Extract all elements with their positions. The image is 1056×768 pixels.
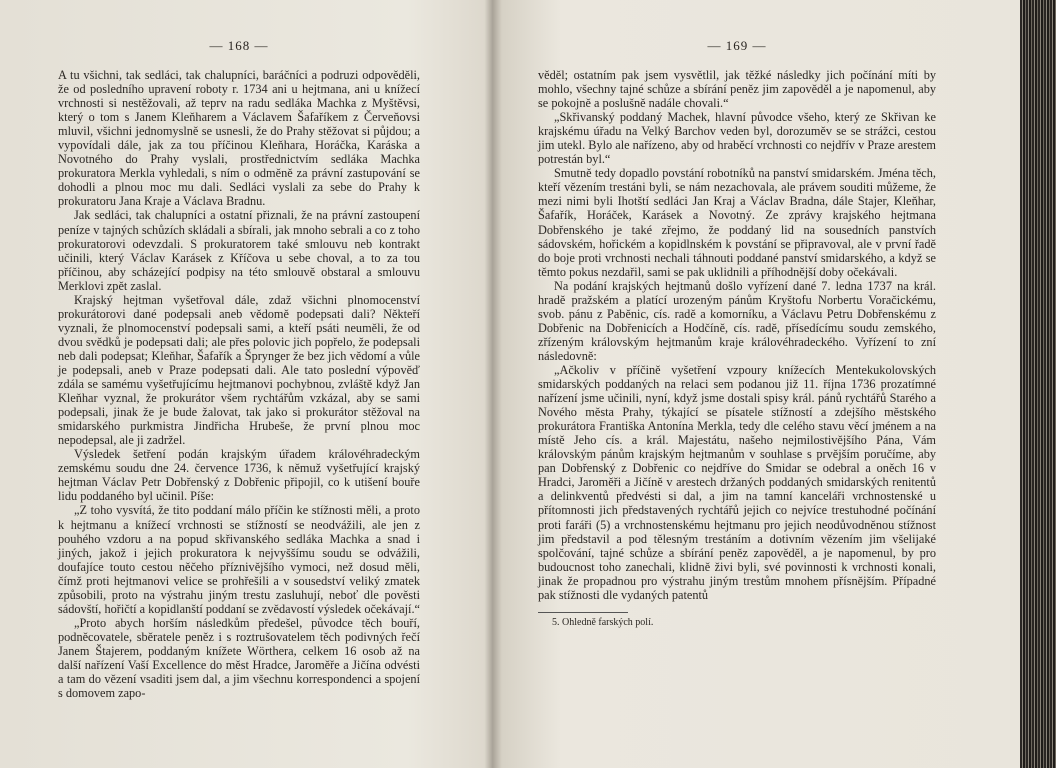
paragraph: Výsledek šetření podán krajským úřadem královéhradeckým zemskému soudu dne 24. července 1736, k němuž vyšetřující krajský hejtman Václav Petr Dobřenský z Dobřenic připojil, co k utišení bouře lidu poddaného byl učinil. Píše: xyxy=(58,447,420,504)
left-page-number: — 168 — xyxy=(209,38,269,53)
paragraph: „Skřivanský poddaný Machek, hlavní původce všeho, který ze Skřivan ke krajskému úřadu na Velký Barchov veden byl, dorozuměv se se strážci, cestou jim utekl. Bylo ale nařízeno, aby od hraběcí vrchnosti co nejdřív v Praze arestem potrestán byl.“ xyxy=(538,110,936,167)
footnote: 5. Ohledně farských polí. xyxy=(552,616,654,628)
footnote-divider xyxy=(538,612,628,613)
left-page xyxy=(58,38,420,700)
paragraph: Na podání krajských hejtmanů došlo vyřízení dané 7. ledna 1737 na král. hradě pražském a platící urozeným pánům Kryštofu Norbertu Voračickému, svob. pánu z Paběnic, cís. radě a komorníku, a Václavu Petru Dobřenskému z Dobřenic na Dobřenicích a Hodčíně, cís. radě, přísedícímu soudu zemského, zřízeným královským hejtmanům kraje královéhradeckého. Vyřízení to zní následovně: xyxy=(538,278,936,363)
paragraph: věděl; ostatním pak jsem vysvětlil, jak těžké následky jich počínání míti by mohlo, všechny tajné schůze a sbírání peněz jim zapověděl a je napomenul, aby se pokojně a poslušně nadále chovali.“ xyxy=(538,68,936,111)
right-page xyxy=(538,38,936,629)
right-page-number: — 169 — xyxy=(707,38,767,53)
paragraph: Krajský hejtman vyšetřoval dále, zdaž všichni plnomocenství prokurátorovi dané podepsali aneb vědomě podepsati dali? Někteří vyznali, že plnomocenství podepsali sami, a kteří psáti neuměli, že od dvou svědků je podepsati dali; ale přes polovic jich popřelo, že podepsali neb dali podepsat; Kleňhar, Šafařík a Šprynger že bez jich vědomí a vůle je podepsali, aneb v Praze podepsati dali. Ale tato poslední výpověď zdála se samému vyšetřujícímu hejtmanovi pochybnou, zvláště když Jan Kleňhar vyznal, že prokurátor všem rychtářům vzkázal, aby se sami podepsali, jinak že je bude žalovat, tak jako si prokurátor stěžoval na smidarského purkmistra Jindřicha Hrubeše, že první plnou moc nepodepsal, ale ji zadržel. xyxy=(58,292,420,448)
right-page-text xyxy=(538,68,936,602)
paragraph: Smutně tedy dopadlo povstání robotníků na panství smidarském. Jména těch, kteří vězením trestáni byli, se nám nezachovala, ale právem souditi můžeme, že mezi nimi byli Ihotští sedláci Jan Kraj a Václav Bradna, dále Stajer, Kleňhar, Šafařík, Horáček, Karásek a Novotný. Ze zprávy krajského hejtmana Dobřenského je také zřejmo, že poddaný lid na sousedních panstvích sádovském, hořickém a kopidlnském k povstání se připravoval, ale v první řadě do boje proti vrchnosti nechali táhnouti poddané panství smidarského, a když se těmto pokus nezdařil, sami se pak uklidnili a příhodnější doby očekávali. xyxy=(538,166,936,279)
paragraph: „Z toho vysvítá, že tito poddaní málo příčin ke stížnosti měli, a proto k hejtmanu a knížecí vrchnosti se stížností se neodvážili, ale jen z pouhého vzdoru a na popud skřivanského sedláka Machka a snad i jiných, jakož i jejich prokuratora k nejvyššímu soudu se odvážili, doufajíce touto cestou něčeho příznivějšího vymoci, než dosud měli, čímž proti hejtmanovi velice se prohřešili a v sousedství veliký zmatek způsobili, proto na výstrahu jiným trestu zasluhují, neboť dle pověsti sádovští, hořičtí a kopidlanští poddaní se zvědavostí výsledek očekávají.“ xyxy=(58,503,420,616)
left-page-text xyxy=(58,68,420,700)
book-edge xyxy=(1020,0,1056,768)
paragraph: „Proto abych horším následkům předešel, původce těch bouří, podněcovatele, sběratele peněz i s roztrušovatelem těch podivných řečí Janem Štajerem, poddaným knížete Wörthera, celkem 16 osob až na další nařízení Vaší Excellence do měst Hradce, Jaroměře a Jičína odvésti a tam do vězení vsaditi jsem dal, a jim všechnu korrespondenci a spojení s domovem zapo- xyxy=(58,615,420,701)
paragraph: „Ačkoliv v příčině vyšetření vzpoury knížecích Mentekukolovských smidarských poddaných na relaci sem podanou již 11. října 1736 prozatímné nařízení jsme učinili, nyní, když jsme dostali spisy král. pánů rychtářů Starého a Nového města Prahy, týkající se písatele stížností a zdejšího městského prokurátora Františka Antonína Merkla, tedy dle celého stavu věcí jménem a na místě Jeho cís. a král. Majestátu, našeho nejmilostivějšího Pána, Vám královským pánům krajským hejtmanům v souhlase s prvějším poručíme, aby pan Dobřenský z Dobřenic co nejdříve do Smidar se odebral a oněch 16 v Hradci, Jaroměři a Jičíně v arestech držaných poddaných smidarských renitentů a delinkventů předvésti si dal, a jim na tamní kanceláři vrchnostenské u přítomnosti jich představených rychtářů jejich co nejvíce trestuhodné počínání proti faráři (5) a vrchnostenskému hejtmanu pro jejich neodůvodněnou stížnost jim představil a pod tělesným trestáním a dotivním vězením jim všelijaké spolčování, tajné schůze a sbírání peněz zapověděl, a je napomenul, by pro budoucnost toho zanechali, klidně živi byli, své povinnosti k vrchnosti konali, jinak že propadnou pro výstrahu jiným trestům mnohem přísnějším. Případné pak stížnosti dle vydaných patentů xyxy=(538,362,936,602)
paragraph: A tu všichni, tak sedláci, tak chalupníci, baráčníci a podruzi odpověděli, že od posledního upravení roboty r. 1734 ani u hejtmana, ani u knížecí vrchnosti si nestěžovali, až teprv na radu sedláka Machka z Myštěvsi, který o tom s Janem Kleňharem a Václavem Šafaříkem z Červeňovsi mluvil, všichni jednomyslně se usnesli, že do Prahy stěžovat si půjdou; a vypovídali dále, jak za tou příčinou Kleňhara, Horáčka, Karáska a Novotného do Prahy vyslali, prostřednictvím sedláka Machka prokuratora Merkla vyhledali, s ním o odměně za právní zastupování se dohodli a plnou moc mu dali. Sedláci vyslali za sebe do Prahy k prokuratoru Jana Kraje a Václava Bradnu. xyxy=(58,68,420,209)
paragraph: Jak sedláci, tak chalupníci a ostatní přiznali, že na právní zastoupení peníze v tajných schůzích skládali a sbírali, jak mnoho sebrali a co z toho prokuratorovi odevzdali. S prokuratorem také smlouvu neb kontrakt učinili, který Václav Karásek z Kříčova u sebe choval, a to za tou příčinou, aby scházející podpisy na této smlouvě obstaral a smlouvu Merklovi zpět zaslal. xyxy=(58,208,420,293)
